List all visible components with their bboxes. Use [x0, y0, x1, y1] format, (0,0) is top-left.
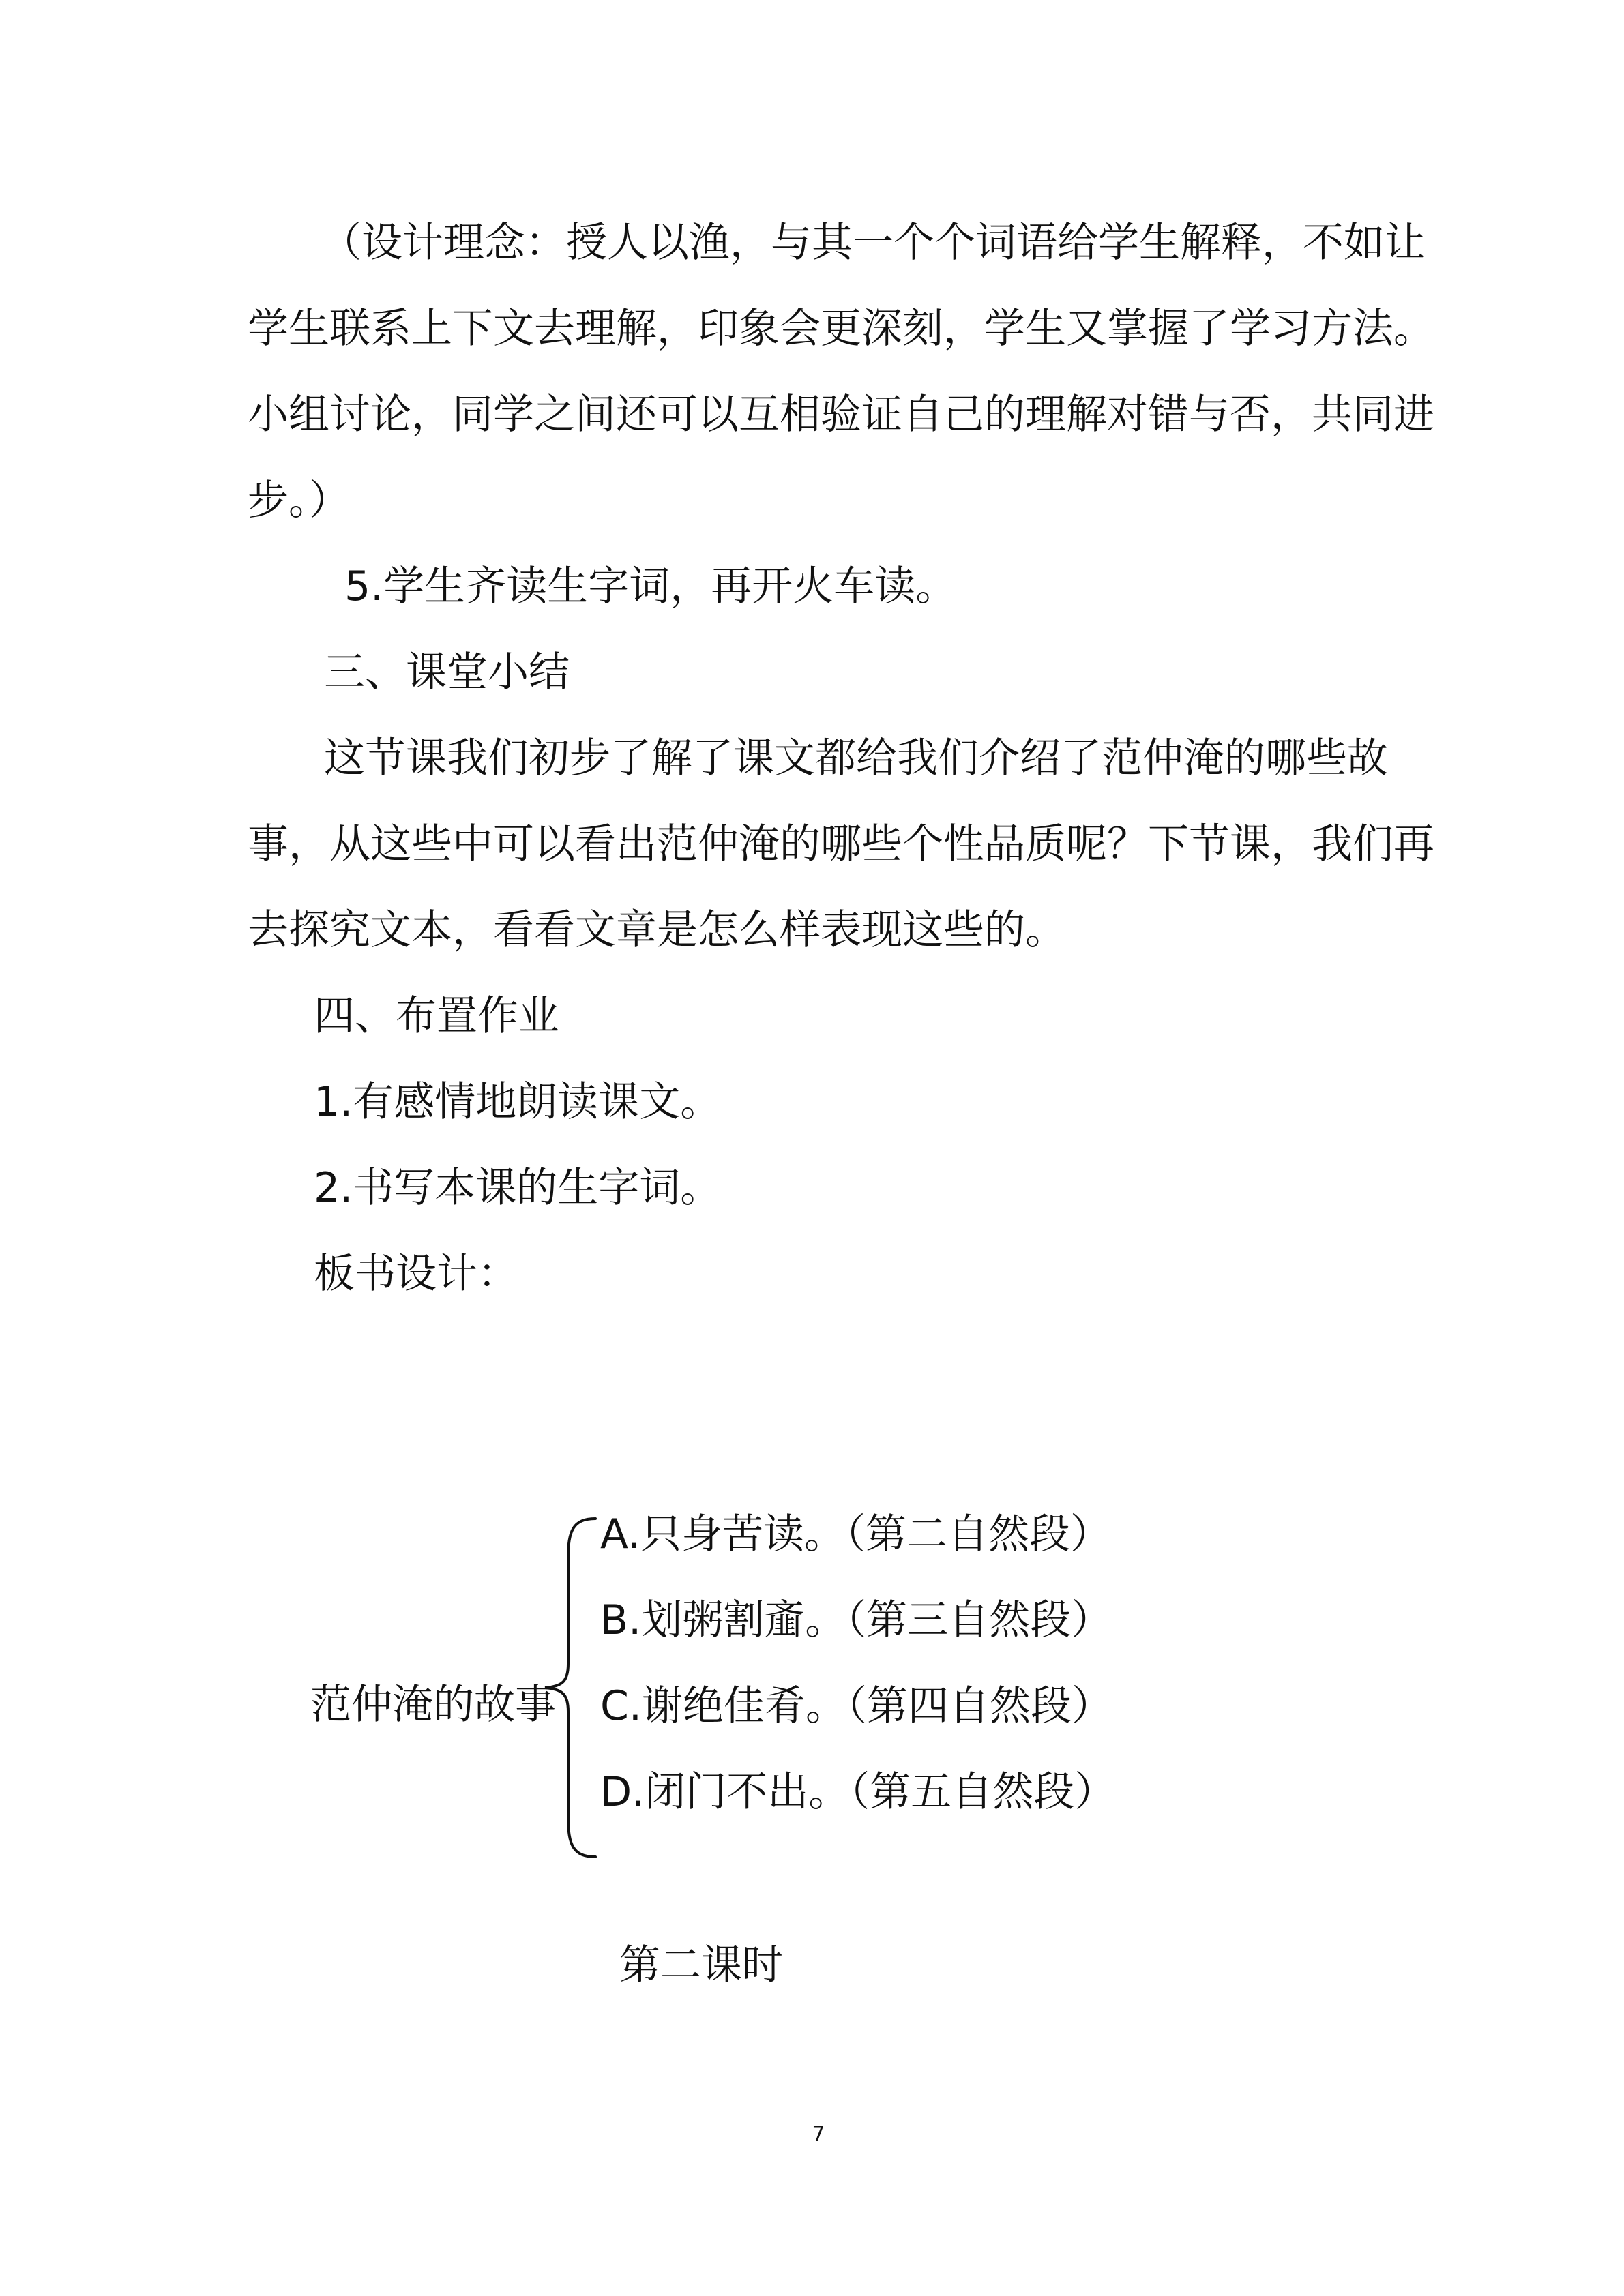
homework-item-2: 2.书写本课的生字词。 [314, 1164, 722, 1212]
design-note-line-2: 学生联系上下文去理解，印象会更深刻，学生又掌握了学习方法。 [248, 305, 1434, 353]
summary-line-2: 事，从这些中可以看出范仲淹的哪些个性品质呢？下节课，我们再 [248, 820, 1434, 868]
homework-item-1: 1.有感情地朗读课文。 [314, 1078, 722, 1126]
board-item-a: A.只身苦读。（第二自然段） [600, 1510, 1112, 1558]
section-4-heading: 四、布置作业 [314, 992, 559, 1040]
page-number: 7 [812, 2122, 825, 2146]
design-note-line-3: 小组讨论，同学之间还可以互相验证自己的理解对错与否，共同进 [248, 391, 1434, 438]
board-item-b: B.划粥割齑。（第三自然段） [600, 1596, 1112, 1644]
design-note-line-1: （设计理念：授人以渔，与其一个个词语给学生解释，不如让 [321, 219, 1426, 267]
next-lesson-title: 第二课时 [619, 1941, 783, 1989]
board-design-label: 板书设计： [314, 1250, 518, 1298]
summary-line-1: 这节课我们初步了解了课文都给我们介绍了范仲淹的哪些故 [324, 734, 1388, 782]
board-item-d: D.闭门不出。（第五自然段） [600, 1768, 1116, 1816]
board-topic: 范仲淹的故事 [310, 1681, 556, 1729]
curly-brace-icon [542, 1517, 597, 1858]
board-item-c: C.谢绝佳肴。（第四自然段） [600, 1682, 1112, 1730]
step-5-text: 5.学生齐读生字词，再开火车读。 [344, 563, 957, 610]
design-note-line-4: 步。） [248, 477, 350, 524]
section-3-heading: 三、课堂小结 [324, 648, 570, 696]
summary-line-3: 去探究文本，看看文章是怎么样表现这些的。 [248, 906, 1066, 954]
